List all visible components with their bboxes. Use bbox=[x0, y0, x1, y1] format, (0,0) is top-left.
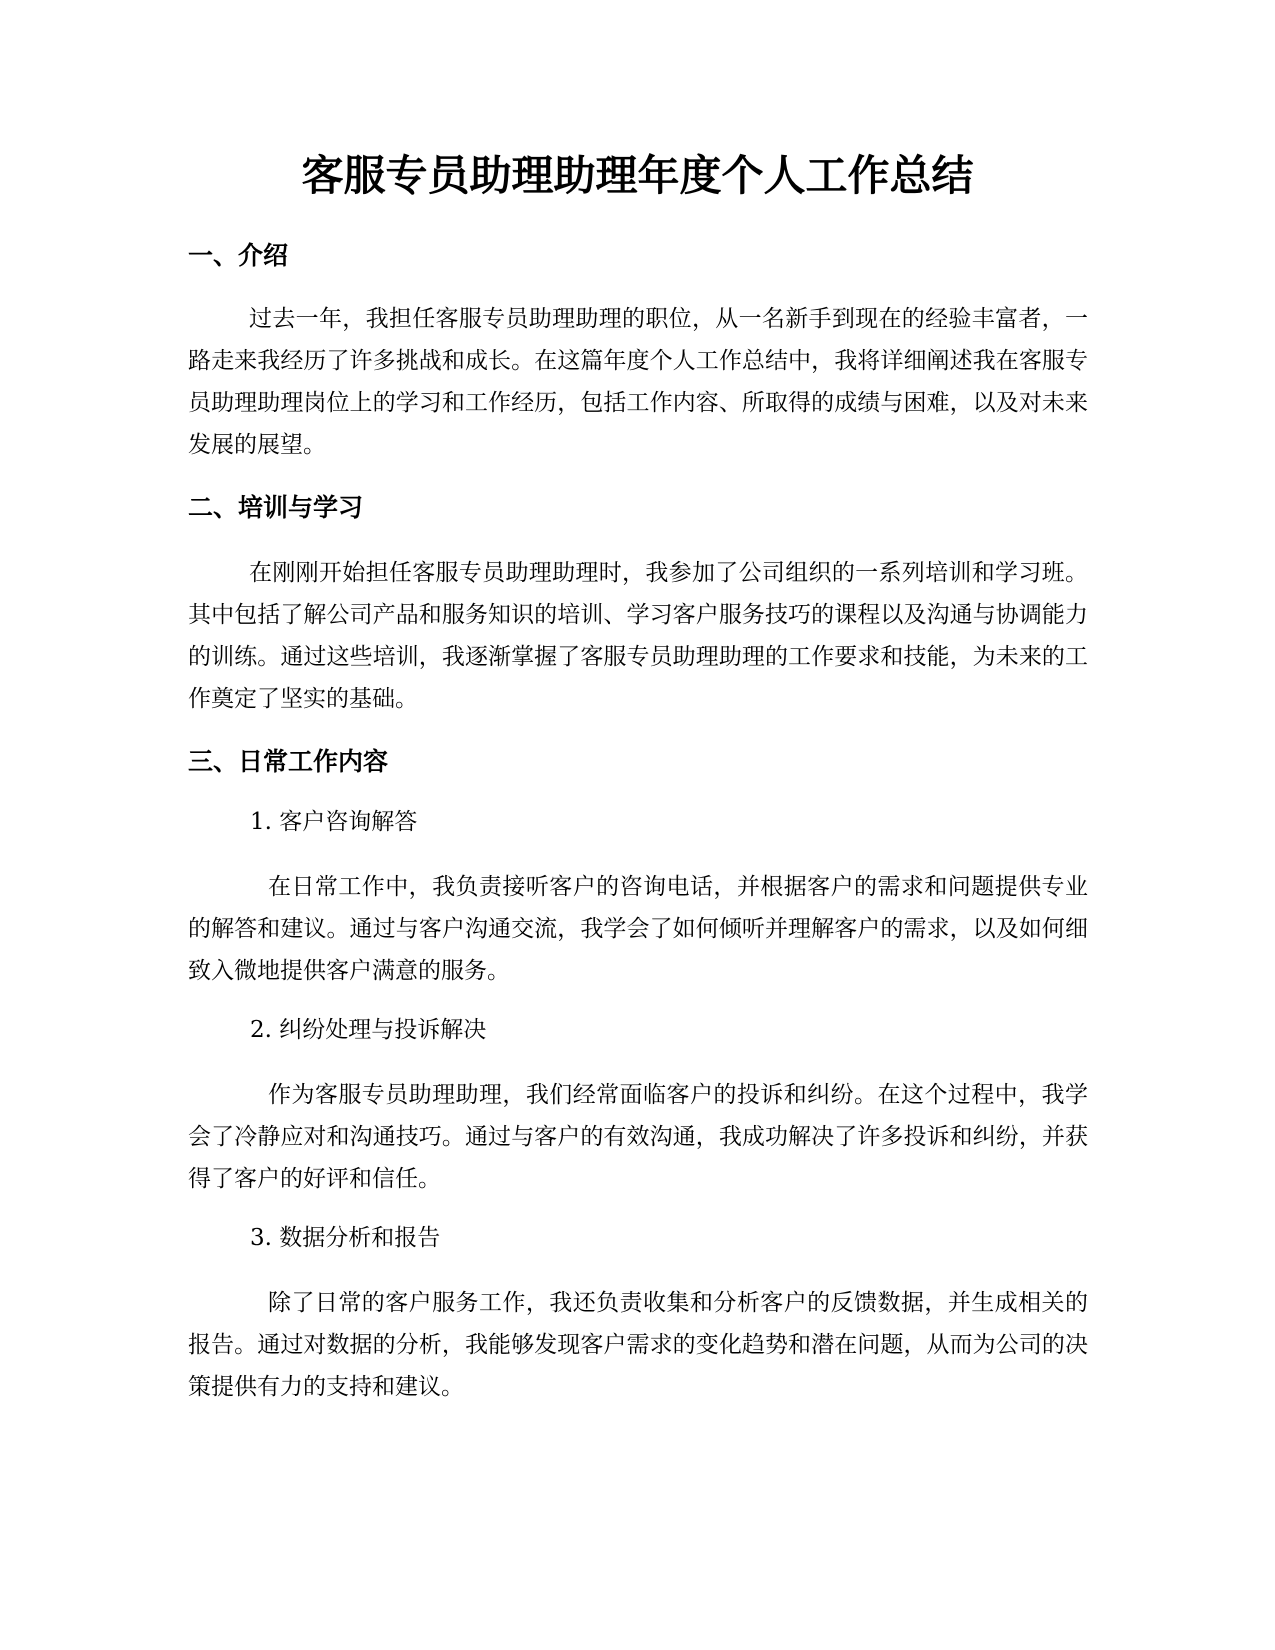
section-heading-introduction: 一、介绍 bbox=[188, 241, 289, 270]
document-body bbox=[188, 236, 1088, 1408]
section-paragraph-training: 在刚刚开始担任客服专员助理助理时，我参加了公司组织的一系列培训和学习班。其中包括了解公司产品和服务知识的培训、学习客户服务技巧的课程以及沟通与协调能力的训练。通过这些培训，我逐渐掌握了客服专员助理助理的工作要求和技能，为未来的工作奠定了坚实的基础。 bbox=[188, 560, 1088, 712]
list-item-label-data-analysis: 3. 数据分析和报告 bbox=[250, 1225, 441, 1251]
section-paragraph-introduction: 过去一年，我担任客服专员助理助理的职位，从一名新手到现在的经验丰富者，一路走来我经历了许多挑战和成长。在这篇年度个人工作总结中，我将详细阐述我在客服专员助理助理岗位上的学习和工作经历，包括工作内容、所取得的成绩与困难，以及对未来发展的展望。 bbox=[188, 306, 1088, 458]
list-item-paragraph-dispute-handling: 作为客服专员助理助理，我们经常面临客户的投诉和纠纷。在这个过程中，我学会了冷静应对和沟通技巧。通过与客户的有效沟通，我成功解决了许多投诉和纠纷，并获得了客户的好评和信任。 bbox=[188, 1082, 1088, 1192]
section-heading-training: 二、培训与学习 bbox=[188, 493, 364, 522]
list-item-label-dispute-handling: 2. 纠纷处理与投诉解决 bbox=[250, 1017, 487, 1043]
document-title: 客服专员助理助理年度个人工作总结 bbox=[301, 151, 974, 200]
list-item-paragraph-customer-inquiry: 在日常工作中，我负责接听客户的咨询电话，并根据客户的需求和问题提供专业的解答和建议。通过与客户沟通交流，我学会了如何倾听并理解客户的需求，以及如何细致入微地提供客户满意的服务。 bbox=[188, 874, 1088, 984]
list-item-label-customer-inquiry: 1. 客户咨询解答 bbox=[250, 809, 418, 835]
section-heading-daily-work: 三、日常工作内容 bbox=[188, 747, 389, 776]
list-item-paragraph-data-analysis: 除了日常的客户服务工作，我还负责收集和分析客户的反馈数据，并生成相关的报告。通过对数据的分析，我能够发现客户需求的变化趋势和潜在问题，从而为公司的决策提供有力的支持和建议。 bbox=[188, 1290, 1088, 1400]
